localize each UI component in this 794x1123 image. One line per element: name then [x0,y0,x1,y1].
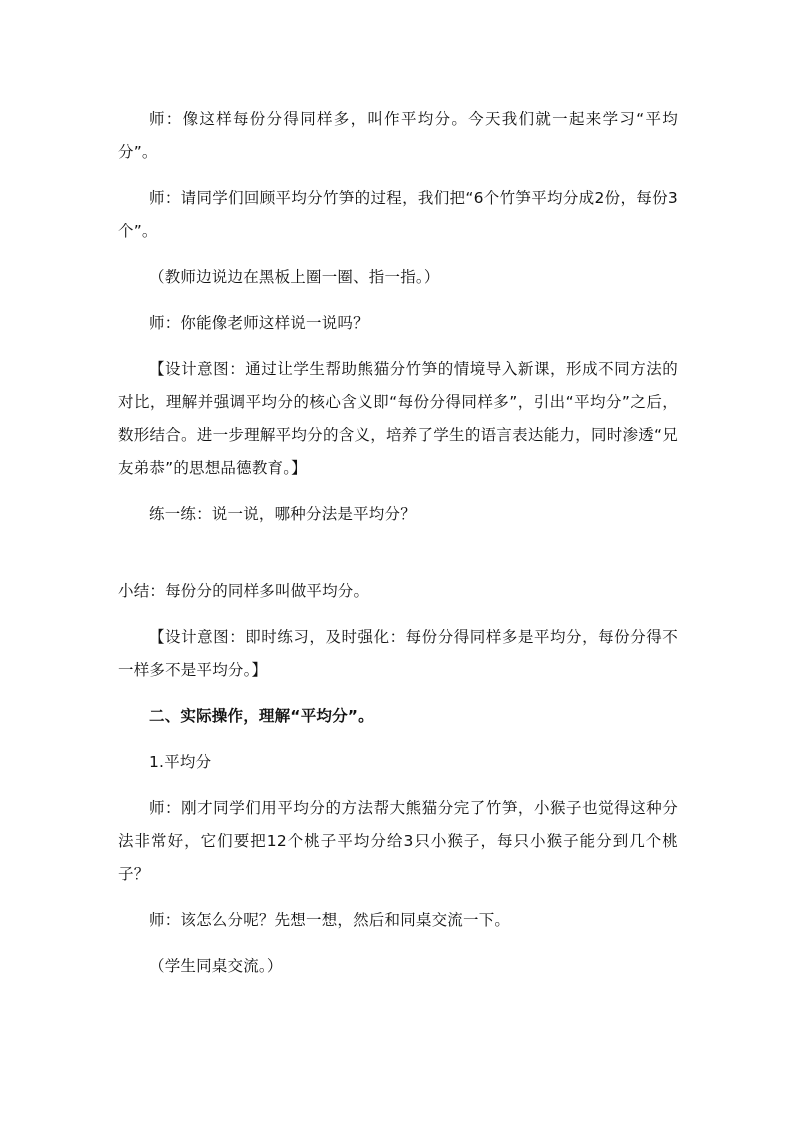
paragraph-how-to-divide: 师：该怎么分呢？先想一想，然后和同桌交流一下。 [149,911,511,929]
section-heading-practice: 二、实际操作，理解“平均分”。 [149,707,374,725]
paragraph-teacher-action: （教师边说边在黑板上圈一圈、指一指。） [149,268,440,286]
subsection-heading-average: 1.平均分 [149,753,212,771]
paragraph-peach-problem: 师：刚才同学们用平均分的方法帮大熊猫分完了竹笋，小猴子也觉得这种分法非常好，它们要把12个桃子平均分给3只小猴子，每只小猴子能分到几个桃子？ [118,799,678,883]
document-body [118,103,678,996]
paragraph-intro-average: 师：像这样每份分得同样多，叫作平均分。今天我们就一起来学习“平均分”。 [118,110,678,161]
paragraph-summary: 小结：每份分的同样多叫做平均分。 [118,582,370,600]
paragraph-practice: 练一练：说一说，哪种分法是平均分？ [149,505,416,523]
paragraph-student-exchange: （学生同桌交流。） [149,957,283,975]
image-gap [118,544,678,575]
paragraph-teacher-question: 师：你能像老师这样说一说吗？ [149,314,369,332]
paragraph-design-intent-2: 【设计意图：即时练习，及时强化：每份分得同样多是平均分，每份分得不一样多不是平均分。】 [118,628,678,679]
paragraph-design-intent-1: 【设计意图：通过让学生帮助熊猫分竹笋的情境导入新课，形成不同方法的对比，理解并强调平均分的核心含义即“每份分得同样多”，引出“平均分”之后，数形结合。进一步理解平均分的含义，培养了学生的语言表达能力，同时渗透“兄友弟恭”的思想品德教育。】 [118,360,678,477]
paragraph-review-bamboo: 师：请同学们回顾平均分竹笋的过程，我们把“6个竹笋平均分成2份，每份3个”。 [118,189,678,240]
